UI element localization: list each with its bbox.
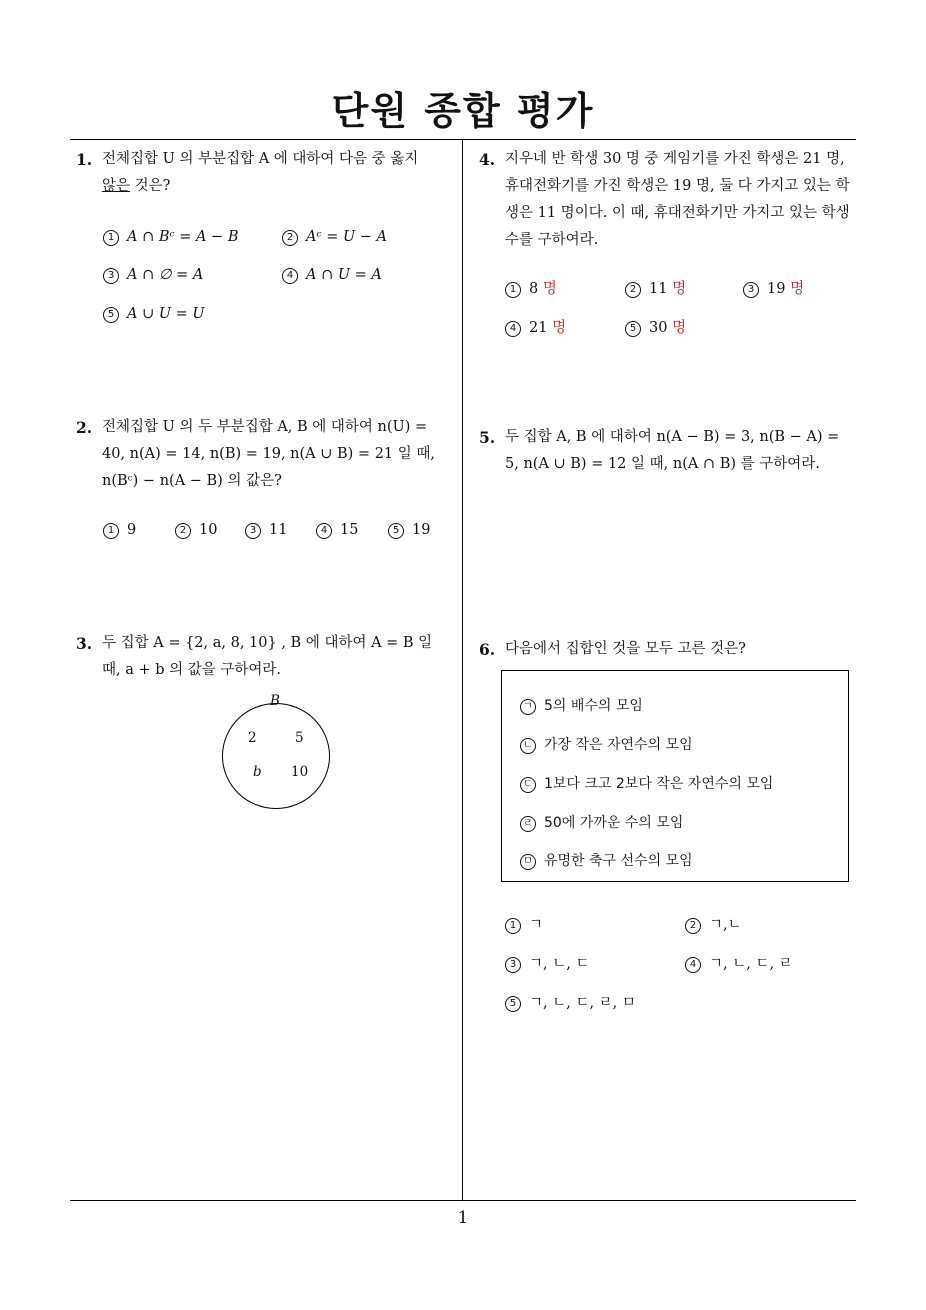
choice-text: ㄱ, ㄴ, ㄷ, ㄹ, ㅁ	[529, 995, 636, 1011]
question-line: 두 집합 A = {2, a, 8, 10} , B 에 대하여 A = B 일	[102, 635, 433, 651]
question-number: 4.	[479, 150, 496, 169]
venn-diagram	[222, 703, 330, 809]
underlined-word: 않은	[102, 178, 131, 194]
choice-circle: 3	[743, 282, 759, 298]
question-line: 전체집합 U 의 두 부분집합 A, B 에 대하여 n(U) =	[102, 419, 428, 435]
answer-choice[interactable]	[505, 277, 557, 298]
choice-text: 19	[767, 281, 786, 297]
answer-choice[interactable]	[103, 306, 205, 323]
answer-choice[interactable]	[103, 522, 136, 539]
choice-text: 11	[269, 522, 288, 538]
answer-choice[interactable]	[388, 522, 430, 539]
choice-circle: 1	[103, 230, 119, 246]
question-6	[479, 636, 861, 663]
choice-circle: 3	[505, 957, 521, 973]
choice-text: A ∩ U = A	[306, 267, 382, 283]
choice-text: 19	[412, 522, 431, 538]
question-1	[76, 146, 458, 200]
choice-circle: 4	[505, 321, 521, 337]
statement-text: 5의 배수의 모임	[544, 698, 643, 714]
answer-choice[interactable]	[103, 267, 203, 284]
question-4	[479, 146, 861, 254]
question-line: 때, a + b 의 값을 구하여라.	[102, 662, 282, 678]
question-3	[76, 630, 458, 684]
statement-box	[501, 670, 849, 882]
question-2	[76, 414, 458, 495]
choice-circle: 3	[245, 523, 261, 539]
answer-choice[interactable]	[103, 229, 238, 246]
venn-element: b	[253, 764, 262, 780]
question-line: 40, n(A) = 14, n(B) = 19, n(A ∪ B) = 21 일 때,	[102, 446, 435, 462]
question-number: 2.	[76, 418, 93, 437]
choice-circle: 1	[103, 523, 119, 539]
question-number: 1.	[76, 150, 93, 169]
choice-circle: 5	[103, 307, 119, 323]
choice-text: ㄱ,ㄴ	[709, 917, 742, 933]
answer-choice[interactable]	[505, 952, 589, 973]
unit-label: 명	[672, 320, 687, 336]
question-number: 3.	[76, 634, 93, 653]
unit-label: 명	[542, 281, 557, 297]
choice-circle: 4	[282, 268, 298, 284]
question-text	[102, 630, 458, 684]
bottom-rule	[70, 1200, 856, 1201]
question-line: n(Bᶜ) − n(A − B) 의 값은?	[102, 473, 282, 489]
question-line: 5, n(A ∪ B) = 12 일 때, n(A ∩ B) 를 구하여라.	[505, 456, 820, 472]
statement-text: 가장 작은 자연수의 모임	[544, 737, 693, 753]
choice-text: 10	[199, 522, 218, 538]
column-divider	[462, 139, 463, 1201]
answer-choice[interactable]	[505, 913, 543, 934]
question-line	[102, 173, 458, 200]
question-line: 생은 11 명이다. 이 때, 휴대전화기만 가지고 있는 학생	[505, 205, 850, 221]
choice-circle: 5	[625, 321, 641, 337]
answer-choice[interactable]	[282, 229, 387, 246]
unit-label: 명	[790, 281, 805, 297]
choice-text: 11	[649, 281, 668, 297]
choice-circle: 2	[625, 282, 641, 298]
choice-circle: 4	[316, 523, 332, 539]
question-text	[102, 414, 458, 495]
choice-text: A ∩ ∅ = A	[127, 267, 204, 283]
answer-choice[interactable]	[505, 316, 566, 337]
question-line-rest: 것은?	[130, 178, 171, 194]
choice-circle: 5	[388, 523, 404, 539]
choice-text: ㄱ	[529, 917, 544, 933]
question-line: 휴대전화기를 가진 학생은 19 명, 둘 다 가지고 있는 학	[505, 178, 850, 194]
choice-circle: 5	[505, 996, 521, 1012]
answer-choice[interactable]	[282, 267, 382, 284]
choice-circle: 3	[103, 268, 119, 284]
answer-choice[interactable]	[685, 913, 742, 934]
page-number: 1	[457, 1208, 469, 1228]
question-line: 두 집합 A, B 에 대하여 n(A − B) = 3, n(B − A) =	[505, 429, 840, 445]
statement-text: 유명한 축구 선수의 모임	[544, 853, 693, 869]
question-text	[102, 146, 458, 200]
choice-text: ㄱ, ㄴ, ㄷ, ㄹ	[709, 956, 793, 972]
choice-circle: 4	[685, 957, 701, 973]
venn-element: 10	[291, 764, 309, 780]
choice-text: 30	[649, 320, 668, 336]
choice-circle: 2	[685, 918, 701, 934]
question-5	[479, 424, 861, 478]
answer-choice[interactable]	[245, 522, 287, 539]
question-text	[505, 146, 861, 254]
answer-choice[interactable]	[316, 522, 358, 539]
statement-item	[520, 812, 683, 832]
question-line: 수를 구하여라.	[505, 232, 599, 248]
statement-item	[520, 850, 693, 870]
question-number: 5.	[479, 428, 496, 447]
statement-item	[520, 773, 773, 793]
choice-text: 9	[127, 522, 137, 538]
venn-element: 2	[248, 730, 257, 746]
venn-element: 5	[295, 730, 304, 746]
question-line: 지우네 반 학생 30 명 중 게임기를 가진 학생은 21 명,	[505, 151, 845, 167]
answer-choice[interactable]	[685, 952, 793, 973]
statement-item	[520, 734, 693, 754]
choice-text: ㄱ, ㄴ, ㄷ	[529, 956, 590, 972]
question-number: 6.	[479, 640, 496, 659]
choice-text: A ∩ Bᶜ = A − B	[127, 229, 239, 245]
choice-circle: 1	[505, 282, 521, 298]
choice-text: 15	[340, 522, 359, 538]
statement-mark: ㅁ	[520, 854, 536, 870]
choice-circle: 2	[282, 230, 298, 246]
answer-choice[interactable]	[175, 522, 217, 539]
choice-text: Aᶜ = U − A	[306, 229, 388, 245]
statement-mark: ㄱ	[520, 699, 536, 715]
choice-text: 21	[529, 320, 548, 336]
top-rule	[70, 139, 856, 140]
choice-text: 8	[529, 281, 539, 297]
statement-mark: ㄹ	[520, 816, 536, 832]
statement-text: 50에 가까운 수의 모임	[544, 815, 684, 831]
statement-mark: ㄴ	[520, 738, 536, 754]
page-title: 단원 종합 평가	[331, 89, 595, 133]
answer-choice[interactable]	[625, 316, 686, 337]
answer-choice[interactable]	[625, 277, 686, 298]
answer-choice[interactable]	[743, 277, 804, 298]
unit-label: 명	[552, 320, 567, 336]
statement-item	[520, 695, 643, 715]
choice-circle: 1	[505, 918, 521, 934]
choice-text: A ∪ U = U	[127, 306, 205, 322]
statement-text: 1보다 크고 2보다 작은 자연수의 모임	[544, 776, 774, 792]
question-text	[505, 424, 861, 478]
question-text: 다음에서 집합인 것을 모두 고른 것은?	[505, 641, 746, 657]
unit-label: 명	[672, 281, 687, 297]
choice-circle: 2	[175, 523, 191, 539]
statement-mark: ㄷ	[520, 777, 536, 793]
venn-set-label: B	[270, 693, 280, 709]
question-line: 전체집합 U 의 부분집합 A 에 대하여 다음 중 옳지	[102, 151, 419, 167]
answer-choice[interactable]	[505, 991, 636, 1012]
